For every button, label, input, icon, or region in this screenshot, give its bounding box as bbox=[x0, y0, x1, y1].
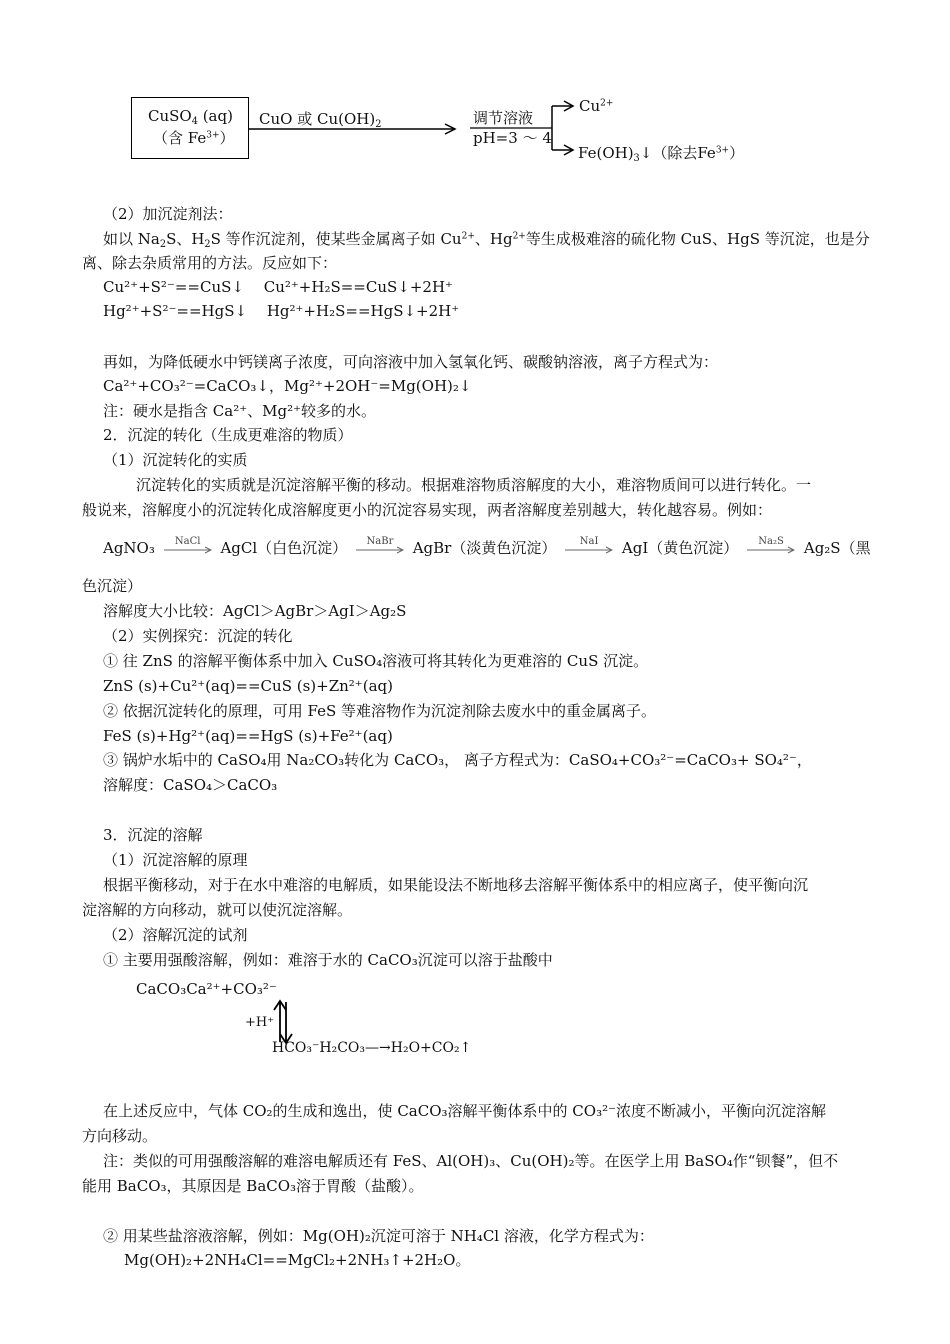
branch-bottom-post: ） bbox=[729, 144, 745, 162]
branch-lines bbox=[468, 98, 578, 158]
equation-cu: Cu²⁺+S²⁻==CuS↓ Cu²⁺+H₂S==CuS↓+2H⁺ bbox=[103, 278, 453, 296]
chain-agbr: AgBr（淡黄色沉淀） bbox=[412, 539, 557, 557]
branch-bottom bbox=[578, 142, 744, 163]
chain-tail: 色沉淀） bbox=[82, 577, 143, 595]
para1-e: 等生成极难溶的硫化物 CuS、HgS 等沉淀，也是分 bbox=[525, 230, 870, 248]
heading-conversion: 2．沉淀的转化（生成更难溶的物质） bbox=[103, 426, 353, 444]
equation-hg: Hg²⁺+S²⁻==HgS↓ Hg²⁺+H₂S==HgS↓+2H⁺ bbox=[103, 302, 460, 320]
para1-sup-b: 2+ bbox=[512, 231, 526, 242]
double-arrow-icon bbox=[272, 998, 294, 1046]
box-line2-pre: （含 Fe bbox=[153, 129, 207, 147]
adjust-line1: 调节溶液 bbox=[473, 109, 534, 127]
example-3: ③ 锅炉水垢中的 CaSO₄用 Na₂CO₃转化为 CaCO₃， 离子方程式为：CaSO₄+CO₃²⁻=CaCO₃+ SO₄²⁻， bbox=[103, 751, 812, 769]
box-line1-sub: 4 bbox=[191, 115, 198, 127]
chain-arrow-1 bbox=[164, 536, 212, 556]
note-barium-line1: 注：类似的可用强酸溶解的难溶电解质还有 FeS、Al(OH)₃、Cu(OH)₂等。在医学上用 BaSO₄作“钡餐”，但不 bbox=[103, 1152, 839, 1170]
example-2: ② 依据沉淀转化的原理，可用 FeS 等难溶物作为沉淀剂除去废水中的重金属离子。 bbox=[103, 702, 657, 720]
para1-a: 如以 Na bbox=[103, 230, 160, 248]
chain-arrow-2 bbox=[356, 536, 404, 556]
branch-bottom-rest: ↓（除去Fe bbox=[639, 144, 716, 162]
heading-dissolution-principle: （1）沉淀溶解的原理 bbox=[103, 851, 248, 869]
para-dissolution-line1: 根据平衡移动，对于在水中难溶的电解质，如果能设法不断地移去溶解平衡体系中的相应离子，使平衡向沉 bbox=[103, 876, 809, 894]
equation-ca-mg: Ca²⁺+CO₃²⁻=CaCO₃↓，Mg²⁺+2OH⁻=Mg(OH)₂↓ bbox=[103, 377, 472, 395]
heading-dissolution: 3．沉淀的溶解 bbox=[103, 826, 203, 844]
example-1: ① 往 ZnS 的溶解平衡体系中加入 CuSO₄溶液可将其转化为更难溶的 CuS 沉淀。 bbox=[103, 652, 649, 670]
box-line1 bbox=[148, 107, 233, 125]
example-1-equation: ZnS (s)+Cu²⁺(aq)==CuS (s)+Zn²⁺(aq) bbox=[103, 677, 393, 695]
chain-reagent-1: NaCl bbox=[174, 536, 201, 547]
box-line2-sup: 3+ bbox=[206, 130, 220, 141]
para1-c: S 等作沉淀剂，使某些金属离子如 Cu bbox=[210, 230, 462, 248]
chain-reagent-3: NaI bbox=[579, 536, 599, 547]
para1-sub-b: 2 bbox=[204, 238, 211, 250]
para1-sup-a: 2+ bbox=[461, 231, 475, 242]
reagent-text: CuO 或 Cu(OH) bbox=[259, 110, 376, 128]
adjust-line2: pH=3 ～ 4 bbox=[473, 129, 552, 147]
para-co2-line1: 在上述反应中，气体 CO₂的生成和逸出，使 CaCO₃溶解平衡体系中的 CO₃²⁻浓度不断减小，平衡向沉淀溶解 bbox=[103, 1102, 827, 1120]
conversion-chain bbox=[103, 538, 871, 558]
para1-d: 、Hg bbox=[474, 230, 513, 248]
branch-top-text: Cu bbox=[579, 97, 601, 115]
para1-b: S、H bbox=[166, 230, 205, 248]
flow-arrow-main bbox=[249, 120, 465, 140]
box-line2-post: ） bbox=[219, 129, 235, 147]
para-hard-water: 再如，为降低硬水中钙镁离子浓度，可向溶液中加入氢氧化钙、碳酸钠溶液，离子方程式为： bbox=[103, 353, 719, 371]
chain-arrow-3 bbox=[565, 536, 613, 556]
branch-bottom-sub: 3 bbox=[633, 152, 640, 164]
example-2-equation: FeS (s)+Hg²⁺(aq)==HgS (s)+Fe²⁺(aq) bbox=[103, 727, 393, 745]
box-line1-text: CuSO bbox=[148, 107, 192, 125]
strong-acid-intro: ① 主要用强酸溶解，例如：难溶于水的 CaCO₃沉淀可以溶于盐酸中 bbox=[103, 951, 553, 969]
example-3-solubility: 溶解度：CaSO₄＞CaCO₃ bbox=[103, 776, 278, 794]
branch-top-sup: 2+ bbox=[600, 98, 614, 109]
salt-solution-intro: ② 用某些盐溶液溶解，例如：Mg(OH)₂沉淀可溶于 NH₄Cl 溶液，化学方程式为： bbox=[103, 1227, 654, 1245]
para-conversion-line1: 沉淀转化的实质就是沉淀溶解平衡的移动。根据难溶物质溶解度的大小，难溶物质间可以进行转化。一 bbox=[136, 476, 812, 494]
note-barium-line2: 能用 BaCO₃，其原因是 BaCO₃溶于胃酸（盐酸）。 bbox=[82, 1177, 424, 1195]
box-line2 bbox=[153, 127, 235, 148]
box-line1-rest: (aq) bbox=[197, 107, 233, 125]
note-hard-water: 注：硬水是指含 Ca²⁺、Mg²⁺较多的水。 bbox=[103, 402, 377, 420]
chain-ag2s: Ag₂S（黑 bbox=[803, 539, 871, 557]
hplus-label: +H⁺ bbox=[245, 1015, 275, 1030]
chain-reagent-2: NaBr bbox=[366, 536, 394, 547]
branch-bottom-text: Fe(OH) bbox=[578, 144, 634, 162]
para1-sub-a: 2 bbox=[159, 238, 167, 250]
branch-bottom-sup: 3+ bbox=[715, 145, 730, 156]
chain-agcl: AgCl（白色沉淀） bbox=[220, 539, 348, 557]
chain-reagent-4: Na₂S bbox=[758, 536, 784, 547]
chain-agi: AgI（黄色沉淀） bbox=[621, 539, 739, 557]
para-dissolution-line2: 淀溶解的方向移动，就可以使沉淀溶解。 bbox=[82, 901, 353, 919]
heading-dissolution-reagents: （2）溶解沉淀的试剂 bbox=[103, 926, 248, 944]
para-conversion-line2: 般说来，溶解度小的沉淀转化成溶解度更小的沉淀容易实现，两者溶解度差别越大，转化越容易。例如： bbox=[82, 501, 773, 519]
solubility-order: 溶解度大小比较：AgCl＞AgBr＞AgI＞Ag₂S bbox=[103, 602, 407, 620]
para-co2-line2: 方向移动。 bbox=[82, 1127, 158, 1145]
salt-solution-equation: Mg(OH)₂+2NH₄Cl==MgCl₂+2NH₃↑+2H₂O。 bbox=[124, 1251, 471, 1269]
heading-conversion-essence: （1）沉淀转化的实质 bbox=[103, 451, 248, 469]
chain-agno3: AgNO₃ bbox=[103, 539, 155, 557]
reagent-sub: 2 bbox=[375, 118, 382, 130]
heading-conversion-examples: （2）实例探究：沉淀的转化 bbox=[103, 627, 293, 645]
heading-add-precipitant: （2）加沉淀剂法： bbox=[103, 205, 233, 223]
chain-arrow-4 bbox=[747, 536, 795, 556]
branch-top bbox=[579, 97, 613, 115]
caco3-equilibrium-bottom: HCO₃⁻H₂CO₃—→H₂O+CO₂↑ bbox=[272, 1040, 472, 1056]
para-sulfide-line2: 离、除去杂质常用的方法。反应如下： bbox=[82, 254, 338, 272]
caco3-equilibrium-top: CaCO₃Ca²⁺+CO₃²⁻ bbox=[136, 980, 277, 998]
para-sulfide-line1 bbox=[103, 229, 870, 249]
